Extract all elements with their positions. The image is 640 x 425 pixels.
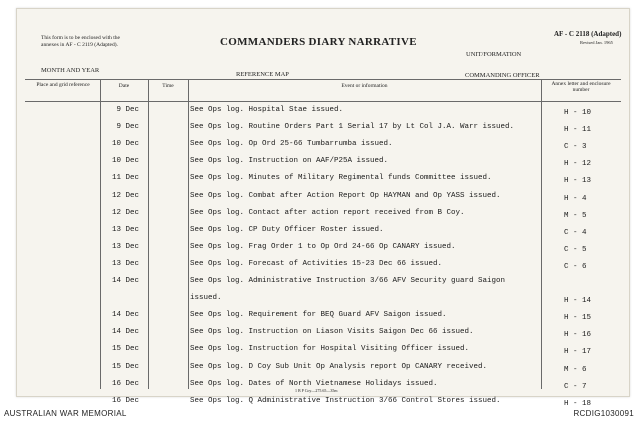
row-date: 15 Dec	[111, 362, 139, 371]
footer-credit: AUSTRALIAN WAR MEMORIAL	[4, 409, 127, 418]
row-date: 9 Dec	[116, 123, 139, 132]
row-annex: H - 11	[564, 126, 592, 135]
month-year-label: MONTH AND YEAR	[41, 67, 100, 74]
table-row	[17, 206, 629, 223]
row-annex: H - 15	[564, 314, 592, 323]
row-event: issued.	[190, 294, 222, 303]
commanding-officer-label: COMMANDING OFFICER	[465, 72, 540, 79]
row-date: 10 Dec	[111, 140, 139, 149]
row-date: 16 Dec	[111, 379, 139, 388]
enclosure-note-line2: annexes in AF - C 2119 (Adapted).	[41, 42, 118, 48]
row-annex: C - 7	[564, 382, 587, 391]
row-date: 14 Dec	[111, 277, 139, 285]
row-event: See Ops log. Instruction on Liason Visits Saigon Dec 66 issued.	[190, 328, 474, 337]
row-event: See Ops log. Requirement for BEQ Guard AFV Saigon issued.	[190, 311, 447, 320]
row-date: 15 Dec	[111, 345, 139, 354]
row-annex: H - 12	[564, 160, 592, 169]
row-event: See Ops log. Dates of North Vietnamese Holidays issued.	[190, 379, 438, 388]
row-event: See Ops log. CP Duty Officer Roster issued.	[190, 225, 384, 234]
row-event: See Ops log. Instruction on AAF/P25A issued.	[190, 157, 389, 166]
table-row	[17, 360, 629, 377]
col-header-time: Time	[162, 83, 174, 89]
row-event: See Ops log. Minutes of Military Regimental funds Committee issued.	[190, 174, 492, 183]
table-row	[17, 137, 629, 154]
enclosure-note-line1: This form is to be enclosed with the	[41, 35, 120, 41]
row-date: 16 Dec	[111, 396, 139, 405]
table-row	[17, 154, 629, 171]
row-annex: H - 17	[564, 348, 592, 357]
row-annex: H - 16	[564, 331, 592, 340]
table-row	[17, 257, 629, 274]
table-row	[17, 171, 629, 188]
row-date: 13 Dec	[111, 225, 139, 234]
diary-sheet	[16, 8, 630, 408]
table-row	[17, 291, 629, 308]
form-id: AF - C 2118 (Adapted)	[554, 30, 622, 38]
row-event: See Ops log. Combat after Action Report Op HAYMAN and Op YASS issued.	[190, 191, 501, 200]
revision-date: Revised Jan. 1965	[580, 40, 613, 45]
table-row	[17, 103, 629, 120]
table-row	[17, 240, 629, 257]
col-header-place: Place and grid reference	[36, 82, 90, 88]
row-annex: H - 13	[564, 177, 592, 186]
row-annex: H - 14	[564, 297, 592, 306]
row-event: See Ops log. Instruction for Hospital Visiting Officer issued.	[190, 345, 470, 354]
col-header-date: Date	[118, 83, 130, 89]
row-date: 14 Dec	[111, 311, 139, 320]
row-event: See Ops log. Op Ord 25-66 Tumbarrumba issued.	[190, 140, 393, 149]
printer-note: 1 B P Coy—275.65—35m	[295, 388, 338, 393]
row-annex: M - 6	[564, 365, 587, 374]
footer-reference-id: RCDIG1030091	[573, 409, 634, 418]
table-row	[17, 189, 629, 206]
row-date: 12 Dec	[111, 208, 139, 217]
row-annex: M - 5	[564, 211, 587, 220]
table-row	[17, 342, 629, 359]
header-rule	[25, 101, 621, 102]
row-event: See Ops log. D Coy Sub Unit Op Analysis report Op CANARY received.	[190, 362, 488, 371]
row-date: 14 Dec	[111, 328, 139, 337]
row-event: See Ops log. Q Administrative Instruction 3/66 Control Stores issued.	[190, 396, 501, 405]
reference-map-label: REFERENCE MAP	[236, 71, 289, 78]
col-header-annex: Annex letter and enclosure number	[551, 81, 611, 93]
row-annex: C - 6	[564, 262, 587, 271]
row-event: See Ops log. Administrative Instruction 3/66 AFV Security guard Saigon	[190, 277, 506, 285]
row-event: See Ops log. Routine Orders Part 1 Serial 17 by Lt Col J.A. Warr issued.	[190, 123, 515, 132]
row-event: See Ops log. Forecast of Activities 15-23 Dec 66 issued.	[190, 259, 443, 268]
row-date: 9 Dec	[116, 106, 139, 114]
row-event: See Ops log. Frag Order 1 to Op Ord 24-66 Op CANARY issued.	[190, 242, 456, 251]
row-annex: C - 5	[564, 245, 587, 254]
row-date: 11 Dec	[111, 174, 139, 183]
row-event: See Ops log. Hospital Stae issued.	[190, 106, 344, 114]
table-row	[17, 308, 629, 325]
row-annex: C - 4	[564, 228, 587, 237]
table-top-rule	[25, 79, 621, 80]
table-row	[17, 120, 629, 137]
row-date: 12 Dec	[111, 191, 139, 200]
row-annex: H - 4	[564, 194, 587, 203]
row-date: 10 Dec	[111, 157, 139, 166]
page-title: COMMANDERS DIARY NARRATIVE	[220, 36, 417, 48]
table-row	[17, 223, 629, 240]
row-event: See Ops log. Contact after action report received from B Coy.	[190, 208, 465, 217]
row-annex: C - 3	[564, 143, 587, 152]
row-annex: H - 18	[564, 399, 592, 408]
unit-formation-label: UNIT/FORMATION	[466, 51, 522, 58]
table-row	[17, 325, 629, 342]
row-date: 13 Dec	[111, 242, 139, 251]
row-date: 13 Dec	[111, 259, 139, 268]
col-header-event: Event or information	[341, 83, 388, 89]
row-annex: H - 10	[564, 109, 592, 117]
table-row	[17, 274, 629, 291]
